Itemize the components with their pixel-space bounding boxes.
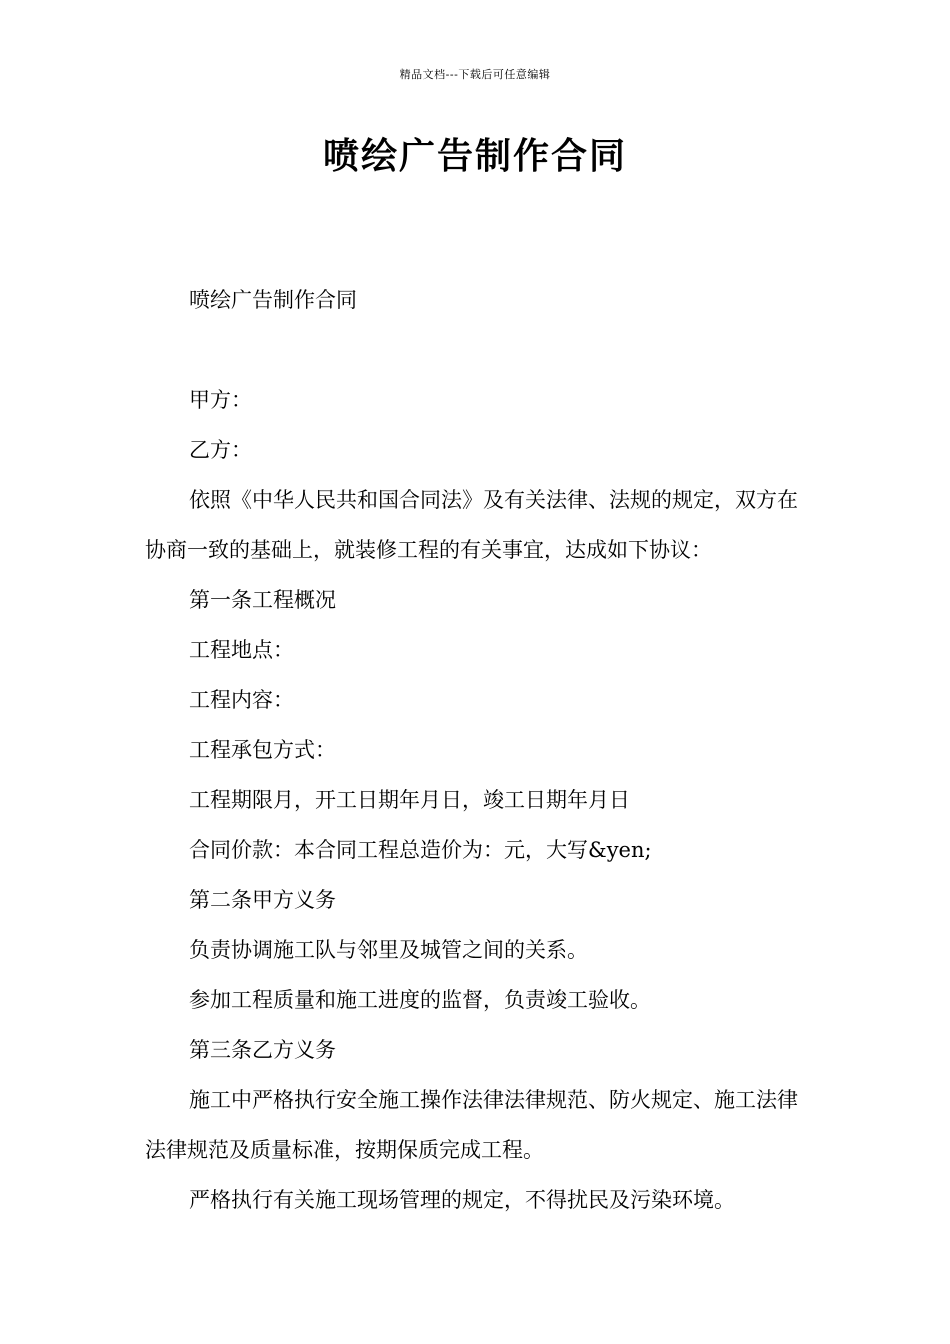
party-a-duty-2: 参加工程质量和施工进度的监督，负责竣工验收。 (189, 988, 651, 1012)
location-line: 工程地点： (189, 638, 294, 662)
blank-line (145, 325, 811, 375)
content-line: 工程内容： (189, 688, 294, 712)
price-line: 合同价款：本合同工程总造价为：元，大写&yen; (189, 838, 652, 862)
party-a-line: 甲方： (189, 388, 252, 412)
subtitle-paragraph: 喷绘广告制作合同 (189, 288, 357, 312)
article-2-heading: 第二条甲方义务 (189, 888, 336, 912)
header-note: 精品文档---下载后可任意编辑 (399, 68, 551, 81)
article-1-heading: 第一条工程概况 (189, 588, 336, 612)
intro-paragraph: 依照《中华人民共和国合同法》及有关法律、法规的规定，双方在协商一致的基础上，就装修工程的有关事宜，达成如下协议： (145, 488, 798, 562)
document-title: 喷绘广告制作合同 (322, 136, 627, 177)
party-b-line: 乙方： (189, 438, 252, 462)
party-a-duty-1: 负责协调施工队与邻里及城管之间的关系。 (189, 938, 588, 962)
article-3-heading: 第三条乙方义务 (189, 1038, 336, 1062)
party-b-duty-1: 施工中严格执行安全施工操作法律法律规范、防火规定、施工法律法律规范及质量标准，按期保质完成工程。 (145, 1088, 798, 1162)
document-body (145, 275, 811, 1225)
party-b-duty-2: 严格执行有关施工现场管理的规定，不得扰民及污染环境。 (189, 1188, 735, 1212)
period-line: 工程期限月，开工日期年月日，竣工日期年月日 (189, 788, 630, 812)
contract-mode-line: 工程承包方式： (189, 738, 336, 762)
